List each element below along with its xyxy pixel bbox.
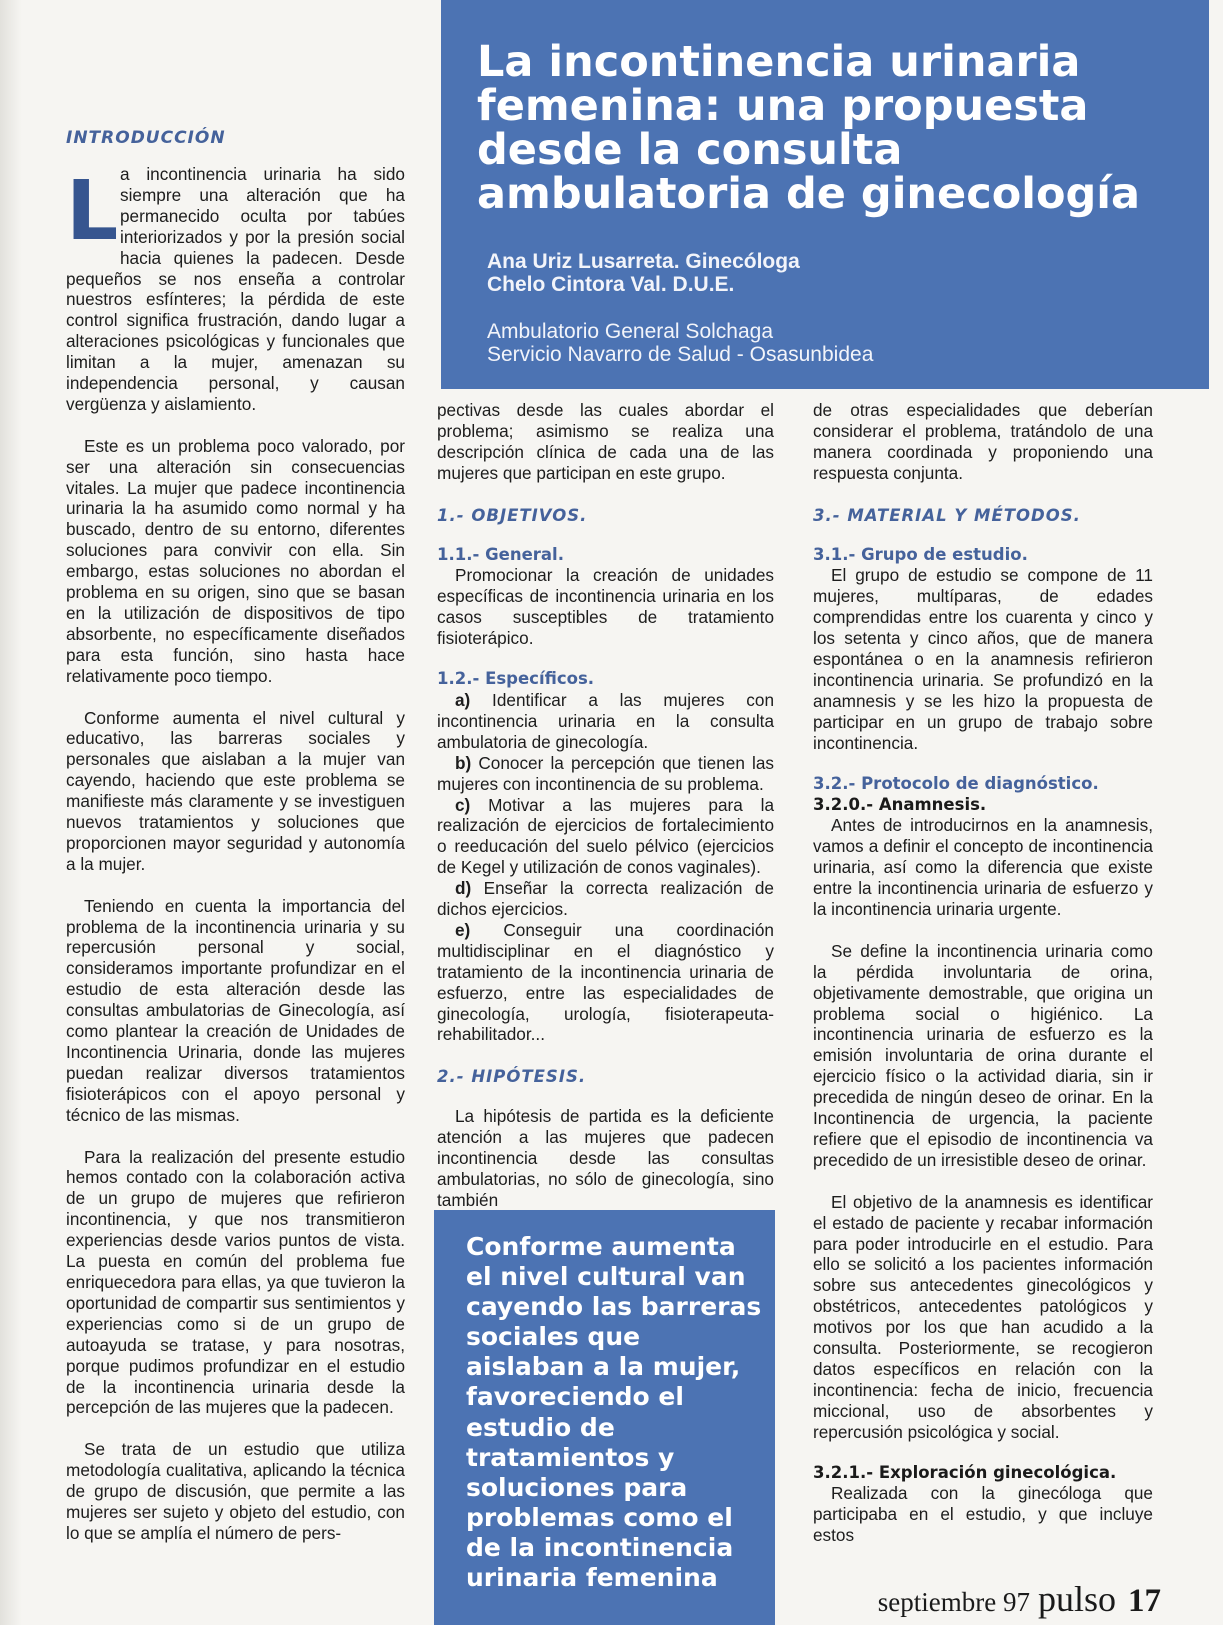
hipotesis-heading: 2.- HIPÓTESIS. [437, 1067, 587, 1087]
anamnesis-paragraph-2: Se define la incontinencia urinaria como la pérdida involuntaria de orina, objetivamente demostrable, que origina un problema social o higiénico. La incontinencia urinaria de esfuerzo es la emisión involuntaria de orina durante el ejercicio físico o la actividad diaria, sin ir precedida de ningún deseo de orinar. En la Incontinencia de urgencia, la paciente refiere que el episodio de incontinencia va precedido de un irresistible deseo de orinar. [813, 940, 1153, 1170]
affiliation [487, 320, 1187, 366]
intro-paragraph-4: Teniendo en cuenta la importancia del problema de la incontinencia urinaria y su repercusión personal y social, consideramos importante profundizar en el estudio de esta alteración desde las consultas ambulatorias de Ginecología, así como plantear la creación de Unidades de Incontinencia Urinaria, donde las mujeres puedan realizar diversos tratamientos fisioterápicos con el apoyo personal y técnico de las mismas. [66, 895, 405, 1125]
dropcap: L [66, 164, 119, 259]
exploracion-paragraph: Realizada con la ginecóloga que participaba en el estudio, y que incluye estos [813, 1483, 1153, 1546]
intro-paragraph-1: La incontinencia urinaria ha sido siempre una alteración que ha permanecido oculta por tabúes interiorizados y por la presión social hacia quienes la padecen. Desde pequeños se nos enseña a controlar nuestros esfínteres; la pérdida de este control significa frustración, dando lugar a alteraciones psicológicas y funcionales que limitan a la mujer, amenazan su independencia personal, y causan vergüenza y aislamiento. [66, 164, 405, 414]
column-2 [437, 400, 774, 1211]
col2-continuation: pectivas desde las cuales abordar el problema; asimismo se realiza una descripción clínica de cada una de las mujeres que participan en este grupo. [437, 400, 774, 483]
grupo-estudio-paragraph: El grupo de estudio se compone de 11 mujeres, multíparas, de edades comprendidas entre los cuarenta y cinco y los setenta y cinco años, que de manera espontánea o en la anamnesis refirieron incontinencia urinaria. Se profundizó en la anamnesis y se les hizo la propuesta de participar en un grupo de trabajo sobre incontinencia. [813, 565, 1153, 753]
anamnesis-paragraph-1: Antes de introducirnos en la anamnesis, vamos a definir el concepto de incontinencia urinaria, así como la diferencia que existe entre la incontinencia urinaria de esfuerzo y la incontinencia urinaria urgente. [813, 815, 1153, 920]
pull-quote-box [434, 1210, 775, 1625]
authors [487, 250, 1187, 296]
magazine-name: pulso [1037, 1579, 1116, 1619]
col3-continuation: de otras especialidades que deberían considerar el problema, tratándolo de una manera coordinada y proponiendo una respuesta conjunta. [813, 400, 1153, 483]
intro-paragraph-3: Conforme aumenta el nivel cultural y educativo, las barreras sociales y personales que aislaban a la mujer van cayendo, haciendo que este problema se manifieste más claramente y se investiguen nuevos tratamientos y soluciones que proporcionen mayor seguridad y autonomía a la mujer. [66, 707, 405, 874]
objective-d: d) Enseñar la correcta realización de dichos ejercicios. [437, 878, 774, 920]
author-2: Chelo Cintora Val. D.U.E. [487, 273, 735, 296]
objective-e: e) Conseguir una coordinación multidisciplinar en el diagnóstico y tratamiento de la incontinencia urinaria de esfuerzo, entre las especialidades de ginecología, urología, fisioterapeuta-rehabilitador... [437, 919, 774, 1045]
anamnesis-subheading: 3.2.0.- Anamnesis. [813, 794, 987, 814]
article-title: La incontinencia urinaria femenina: una propuesta desde la consulta ambulatoria de ginecología [477, 37, 1141, 219]
column-1 [66, 164, 405, 1544]
introduccion-heading: INTRODUCCIÓN [66, 128, 226, 148]
pull-quote-text: Conforme aumenta el nivel cultural van cayendo las barreras sociales que aislaban a la mujer, favoreciendo el estudio de tratamientos y soluciones para problemas como el de la incontinencia urinaria femenina [466, 1232, 762, 1593]
objective-c: c) Motivar a las mujeres para la realización de ejercicios de fortalecimiento o reeducación del suelo pélvico (ejercicios de Kegel y utilización de conos vaginales). [437, 794, 774, 878]
intro-paragraph-6: Se trata de un estudio que utiliza metodología cualitativa, aplicando la técnica de grupo de discusión, que permite a las mujeres ser sujeto y objeto del estudio, con lo que se amplía el número de pers- [66, 1439, 405, 1543]
grupo-estudio-subheading: 3.1.- Grupo de estudio. [813, 544, 1028, 564]
page-footer [878, 1578, 1161, 1620]
page-edge [0, 0, 22, 1625]
objetivos-heading: 1.- OBJETIVOS. [437, 505, 588, 525]
intro-paragraph-2: Este es un problema poco valorado, por ser una alteración sin consecuencias vitales. La mujer que padece incontinencia urinaria la ha asumido como normal y ha buscado, dentro de su entorno, diferentes soluciones para convivir con ella. Sin embargo, estas soluciones no abordan el problema en su origen, sino que se basan en la utilización de dispositivos de tipo absorbente, no específicamente diseñados para esta función, sino hasta hace relativamente poco tiempo. [66, 435, 405, 686]
hipotesis-paragraph: La hipótesis de partida es la deficiente atención a las mujeres que padecen incontinencia desde las consultas ambulatorias, no sólo de ginecología, sino también [437, 1106, 774, 1210]
general-paragraph: Promocionar la creación de unidades específicas de incontinencia urinaria en los casos susceptibles de tratamiento fisioterápico. [437, 565, 774, 649]
material-metodos-heading: 3.- MATERIAL Y MÉTODOS. [813, 505, 1081, 525]
affiliation-line-1: Ambulatorio General Solchaga [487, 320, 774, 343]
title-box [441, 0, 1209, 389]
intro-paragraph-5: Para la realización del presente estudio hemos contado con la colaboración activa de un grupo de mujeres que refirieron incontinencia, y que nos transmitieron experiencias desde varios puntos de vista. La puesta en común del problema fue enriquecedora para ellas, ya que tuvieron la oportunidad de compartir sus sentimientos y experiencias como si de un grupo de autoayuda se tratase, y para nosotras, porque pudimos profundizar en el estudio de la incontinencia urinaria desde la percepción de las mujeres que la padecen. [66, 1146, 405, 1418]
especificos-subheading: 1.2.- Específicos. [437, 669, 595, 689]
affiliation-line-2: Servicio Navarro de Salud - Osasunbidea [487, 343, 874, 366]
anamnesis-paragraph-3: El objetivo de la anamnesis es identificar el estado de paciente y recabar información para poder introducirle en el estudio. Para ello se solicitó a los pacientes información sobre sus antecedentes ginecológicos y obstétricos, antecedentes patológicos y motivos por los que han acudido a la consulta. Posteriormente, se recogieron datos específicos en relación con la incontinencia: fecha de inicio, frecuencia miccional, uso de absorbentes y repercusión psicológica y social. [813, 1191, 1153, 1442]
protocolo-subheading: 3.2.- Protocolo de diagnóstico. [813, 773, 1099, 793]
author-1: Ana Uriz Lusarreta. Ginecóloga [487, 250, 800, 273]
objective-a: a) Identificar a las mujeres con incontinencia urinaria en la consulta ambulatoria de ginecología. [437, 689, 774, 752]
issue-date: septiembre 97 [877, 1587, 1030, 1617]
column-3 [813, 400, 1153, 1546]
objective-b: b) Conocer la percepción que tienen las mujeres con incontinencia de su problema. [437, 752, 774, 794]
general-subheading: 1.1.- General. [437, 544, 564, 564]
exploracion-subheading: 3.2.1.- Exploración ginecológica. [813, 1462, 1117, 1482]
page-number: 17 [1128, 1583, 1161, 1619]
